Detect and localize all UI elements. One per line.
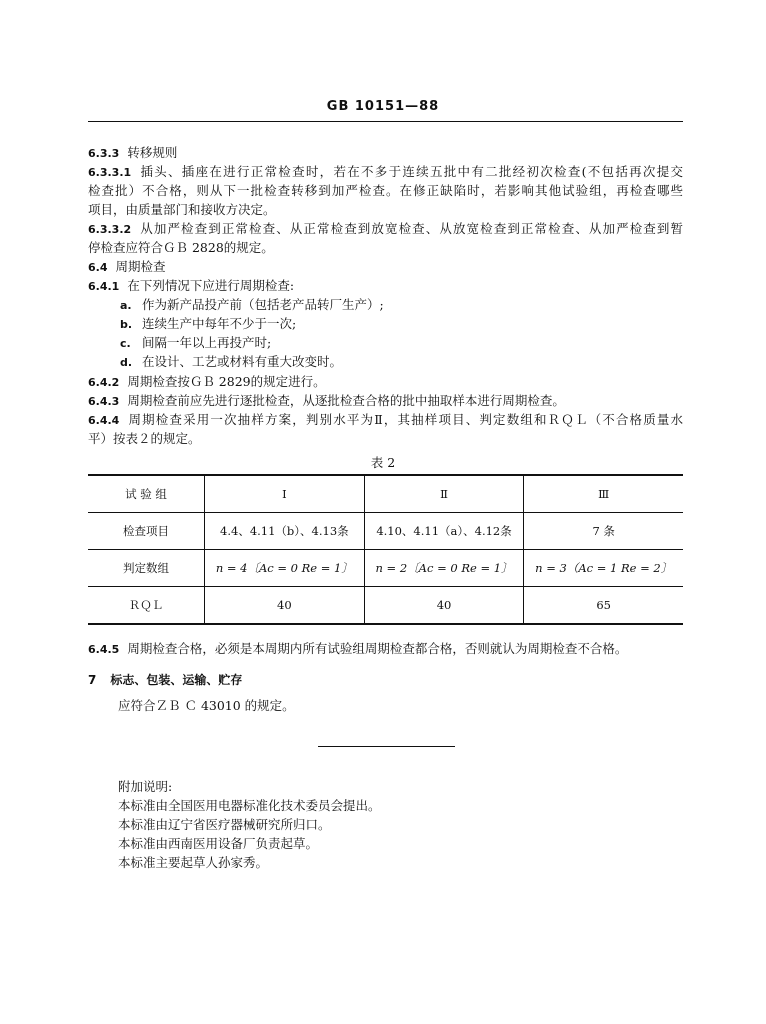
section-6-3-3-1-line2: 检查批）不合格，则从下一批检查转移到加严检查。在修正缺陷时，若影响其他试验组，再检查哪些 [88, 183, 683, 198]
table-cell: n = 4〔Ac = 0 Re = 1〕 [205, 550, 365, 587]
section-number: 6.4.3 [88, 395, 120, 408]
section-number: 6.4.1 [88, 280, 120, 293]
row-label: ＲＱＬ [88, 587, 205, 625]
paragraph-text: 从加严检查到正常检查、从正常检查到放宽检查、从放宽检查到正常检查、从加严检查到暂 [139, 221, 683, 236]
section-title: 标志、包装、运输、贮存 [110, 673, 243, 687]
table-2 [88, 474, 683, 625]
section-number: 6.3.3.2 [88, 223, 132, 236]
section-6-4-3 [88, 392, 565, 411]
list-text: 连续生产中每年不少于一次; [142, 316, 297, 331]
table-cell: 65 [524, 587, 683, 625]
list-item [120, 353, 342, 372]
section-6-4-2 [88, 373, 326, 392]
section-7-text: 应符合ＺＢ Ｃ 43010 的规定。 [118, 698, 295, 713]
list-letter: a. [120, 299, 132, 312]
notes-line: 本标准由西南医用设备厂负责起草。 [118, 836, 319, 851]
header-rule [88, 121, 683, 122]
table-row [88, 587, 683, 625]
section-6-3-3-2-line1 [88, 220, 683, 239]
section-title: 周期检查 [115, 259, 166, 274]
table-cell: 40 [205, 587, 365, 625]
notes-line: 本标准主要起草人孙家秀。 [118, 855, 269, 870]
section-6-3-3-1-line1 [88, 163, 683, 182]
table-cell: 7 条 [524, 513, 683, 550]
section-6-4-1 [88, 277, 294, 296]
notes-title: 附加说明: [118, 779, 173, 794]
section-title: 转移规则 [127, 145, 178, 160]
section-6-3-3-1-line3: 项目，由质量部门和接收方决定。 [88, 202, 276, 217]
list-text: 间隔一年以上再投产时; [142, 335, 272, 350]
list-item [120, 296, 384, 315]
list-letter: b. [120, 318, 133, 331]
list-item [120, 315, 296, 334]
section-number: 6.4 [88, 261, 108, 274]
additional-notes [118, 777, 381, 872]
section-6-3-3 [88, 144, 177, 163]
section-6-4-5 [88, 640, 627, 659]
table-cell: Ⅱ [364, 475, 524, 513]
section-7 [88, 671, 242, 689]
end-rule [318, 746, 455, 747]
table-cell: Ⅲ [524, 475, 683, 513]
table-title: 表 2 [370, 455, 396, 470]
section-6-4-4-line1 [88, 411, 683, 430]
section-6-4 [88, 258, 166, 277]
list-letter: c. [120, 337, 131, 350]
section-number: 6.3.3.1 [88, 166, 132, 179]
section-number: 6.4.4 [88, 414, 120, 427]
section-6-3-3-2-line2: 停检查应符合ＧＢ 2828的规定。 [88, 240, 274, 255]
list-text: 在设计、工艺或材料有重大改变时。 [142, 354, 343, 369]
list-letter: d. [120, 356, 133, 369]
table-cell: Ⅰ [205, 475, 365, 513]
paragraph-text: 周期检查采用一次抽样方案，判别水平为Ⅱ，其抽样项目、判定数组和ＲＱＬ（不合格质量水 [127, 412, 683, 427]
row-label: 判定数组 [88, 550, 205, 587]
paragraph-text: 周期检查前应先进行逐批检查，从逐批检查合格的批中抽取样本进行周期检查。 [127, 393, 565, 408]
table-row [88, 475, 683, 513]
table-cell: n = 3（Ac = 1 Re = 2〕 [524, 550, 683, 587]
paragraph-text: 插头、插座在进行正常检查时，若在不多于连续五批中有二批经初次检查(不包括再次提交 [139, 164, 683, 179]
paragraph-text: 周期检查合格，必须是本周期内所有试验组周期检查都合格，否则就认为周期检查不合格。 [127, 641, 628, 656]
paragraph-text: 周期检查按ＧＢ 2829的规定进行。 [127, 374, 326, 389]
section-number: 6.3.3 [88, 147, 120, 160]
list-text: 作为新产品投产前（包括老产品转厂生产）; [142, 297, 384, 312]
row-label: 检查项目 [88, 513, 205, 550]
table-row [88, 550, 683, 587]
table-cell: 40 [364, 587, 524, 625]
section-number: 6.4.5 [88, 643, 120, 656]
table-cell: 4.10、4.11（a）、4.12条 [364, 513, 524, 550]
row-label: 试 验 组 [88, 475, 205, 513]
standard-code: GB 10151—88 [326, 99, 440, 114]
table-cell: 4.4、4.11（b）、4.13条 [205, 513, 365, 550]
section-number: 7 [88, 673, 97, 687]
paragraph-text: 在下列情况下应进行周期检查: [127, 278, 295, 293]
table-cell: n = 2〔Ac = 0 Re = 1〕 [364, 550, 524, 587]
section-6-4-4-line2: 平）按表２的规定。 [88, 431, 201, 446]
notes-line: 本标准由全国医用电器标准化技术委员会提出。 [118, 798, 381, 813]
table-row [88, 513, 683, 550]
notes-line: 本标准由辽宁省医疗器械研究所归口。 [118, 817, 331, 832]
section-number: 6.4.2 [88, 376, 120, 389]
list-item [120, 334, 271, 353]
